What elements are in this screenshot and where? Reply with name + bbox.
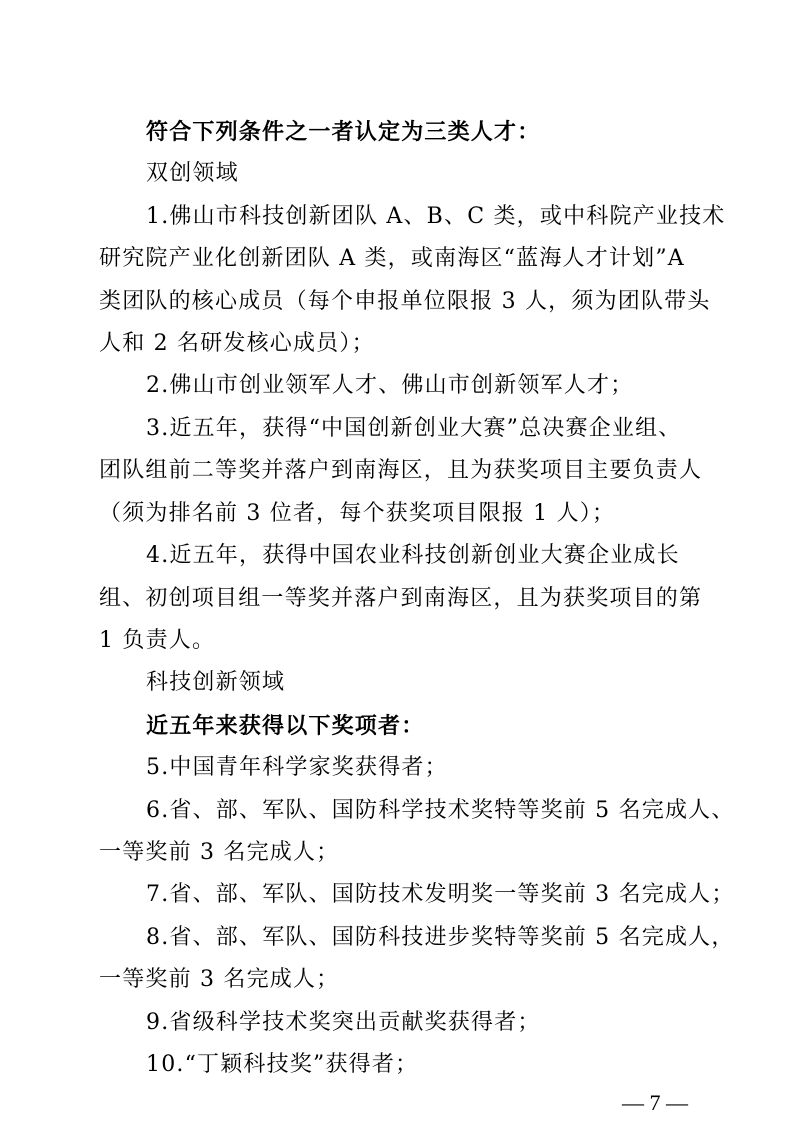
item10-line1: 10.“丁颖科技奖”获得者； [146,1052,419,1077]
item1-line3: 类团队的核心成员（每个申报单位限报 3 人，须为团队带头 [99,288,711,314]
item6-line1: 6.省、部、军队、国防科学技术奖特等奖前 5 名完成人、 [146,797,735,823]
item3-line2: 团队组前二等奖并落户到南海区，且为获奖项目主要负责人 [99,458,703,484]
item8-line2: 一等奖前 3 名完成人； [99,967,340,993]
item1-line1: 1.佛山市科技创新团队 A、B、C 类，或中科院产业技术 [146,203,726,229]
item3-line1: 3.近五年，获得“中国创新创业大赛”总决赛企业组、 [146,415,682,441]
item5-line1: 5.中国青年科学家奖获得者； [146,755,448,781]
subheading-text: 近五年来获得以下奖项者： [146,712,425,739]
item4-line3: 1 负责人。 [99,627,216,653]
section-title-text: 双创领域 [146,161,239,187]
item6-line2: 一等奖前 3 名完成人； [99,839,340,865]
item7-line1: 7.省、部、军队、国防技术发明奖一等奖前 3 名完成人； [146,882,735,908]
section-title-text: 科技创新领域 [146,670,286,696]
page-number: — 7 — [622,1090,688,1115]
item1-line4: 人和 2 名研发核心成员）； [99,331,375,357]
item4-line1: 4.近五年，获得中国农业科技创新创业大赛企业成长 [146,543,680,569]
item9-line1: 9.省级科学技术奖突出贡献奖获得者； [146,1009,541,1035]
item8-line1: 8.省、部、军队、国防科技进步奖特等奖前 5 名完成人， [146,924,735,950]
item2-line1: 2.佛山市创业领军人才、佛山市创新领军人才； [146,373,634,399]
heading-text: 符合下列条件之一者认定为三类人才： [146,119,541,145]
item4-line2: 组、初创项目组一等奖并落户到南海区，且为获奖项目的第 [99,585,703,611]
item3-line3: （须为排名前 3 位者，每个获奖项目限报 1 人）； [99,500,616,526]
item1-line2: 研究院产业化创新团队 A 类，或南海区“蓝海人才计划”A [99,246,685,272]
